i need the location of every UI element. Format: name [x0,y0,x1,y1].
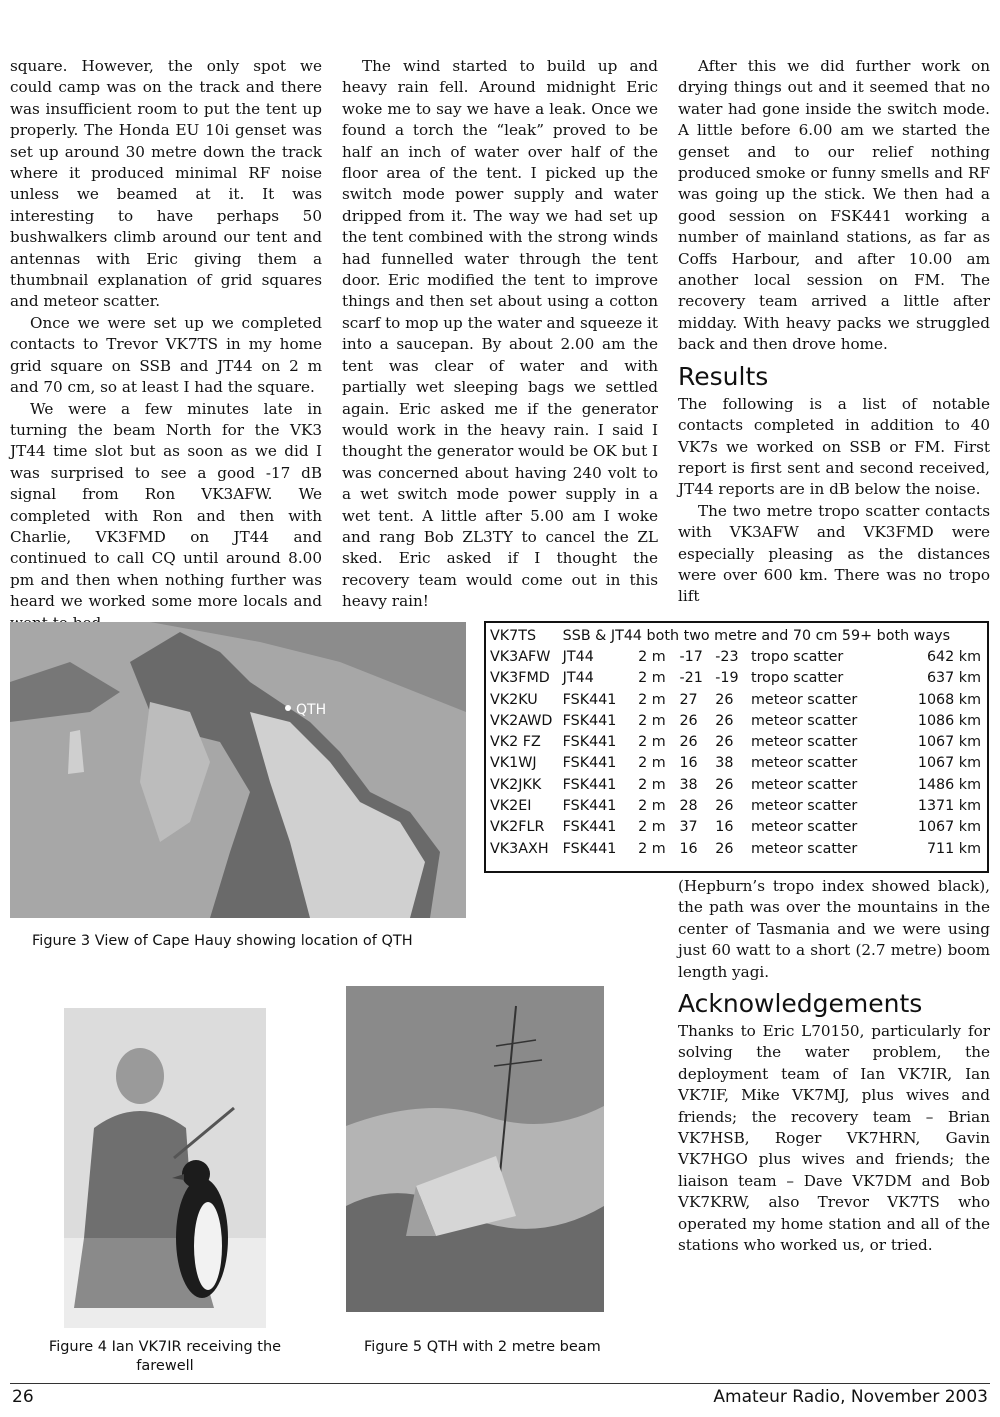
callsign-cell: VK2EI [490,798,532,815]
paragraph: Once we were set up we completed contacts to Trevor VK7TS in my home grid square on SSB and JT44 on 2 m and 70 cm, so at least I had the square. [10,313,322,397]
sent-report-cell: 38 [679,776,698,793]
received-report-cell: 16 [715,819,734,836]
paragraph: Thanks to Eric L70150, particularly for solving the water problem, the deployment team of Ian VK7IR, Ian VK7IF, Mike VK7MJ, plus wives and friends; the recovery team – Brian VK7HSB, Roger VK7HRN, Gavin VK7HGO plus wives and friends; the liaison team – Dave VK7DM and Bob VK7KRW, also Trevor VK7TS who operated my home station and all of the stations who worked us, or tried. [678,1022,990,1255]
article-column-1 [10,56,322,634]
sent-report-cell: 26 [679,734,698,751]
callsign-cell: VK3AFW [490,648,551,665]
distance-cell: 1067 km [917,819,981,836]
distance-cell: 1067 km [917,755,981,772]
table-row [486,795,987,816]
note-cell: SSB & JT44 both two metre and 70 cm 59+ both ways [562,627,951,644]
distance-cell: 1371 km [917,798,981,815]
mode-cell: FSK441 [562,691,617,708]
table-row [486,710,987,731]
propagation-cell: meteor scatter [751,776,858,793]
results-heading: Results [678,361,769,391]
paragraph: The wind started to build up and heavy rain fell. Around midnight Eric woke me to say we have a leak. Once we found a torch the “leak” proved to be half an inch of water over half of the floor area of the tent. I picked up the switch mode power supply and water dripped from it. The way we had set up the tent combined with the strong winds had funnelled water through the tent door. Eric modified the tent to improve things and then set about using a cotton scarf to mop up the water and squeeze it into a saucepan. By about 2.00 am the tent was clear of water and with partially wet sleeping bags we settled again. Eric asked me if the generator would work in the heavy rain. I said I thought the generator would be OK but I was concerned about having 240 volt to a wet switch mode power supply in a wet tent. A little after 5.00 am I woke and rang Bob ZL3TY to cancel the ZL sked. Eric asked if I thought the recovery team would come out in this heavy rain! [342,57,659,611]
footer-rule [10,1383,990,1384]
band-cell: 2 m [638,691,666,708]
received-report-cell: 26 [715,776,734,793]
mode-cell: JT44 [562,670,594,687]
paragraph: (Hepburn’s tropo index showed black), the path was over the mountains in the center of Tasmania and we were using just 60 watt to a short (2.7 metre) boom length yagi. [678,877,990,981]
cape-hauy-illustration [10,622,466,918]
article-column-3-continued [678,876,990,1257]
mode-cell: FSK441 [562,776,617,793]
propagation-cell: tropo scatter [751,648,844,665]
sent-report-cell: -17 [679,648,703,665]
paragraph: square. However, the only spot we could camp was on the track and there was insufficient room to put the tent up properly. The Honda EU 10i genset was set up around 30 metre down the track where it produced minimal RF noise unless we beamed at it. It was interesting to have perhaps 50 bushwalkers climb around our tent and antennas with Eric giving them a thumbnail explanation of grid squares and meteor scatter. [10,57,322,311]
table-row [486,668,987,689]
mode-cell: FSK441 [562,819,617,836]
article-column-3 [678,56,990,608]
propagation-cell: meteor scatter [751,734,858,751]
mode-cell: JT44 [562,648,594,665]
table-row [486,646,987,667]
cape-hauy-photo [10,622,466,918]
received-report-cell: -23 [715,648,739,665]
distance-cell: 1068 km [917,691,981,708]
mode-cell: FSK441 [562,798,617,815]
mode-cell: FSK441 [562,840,617,857]
qth-photo [346,986,604,1312]
table-row [486,817,987,838]
sent-report-cell: -21 [679,670,703,687]
distance-cell: 1067 km [917,734,981,751]
propagation-cell: meteor scatter [751,691,858,708]
distance-cell: 1086 km [917,712,981,729]
callsign-cell: VK3AXH [490,840,549,857]
received-report-cell: 26 [715,798,734,815]
callsign-cell: VK2KU [490,691,538,708]
band-cell: 2 m [638,734,666,751]
received-report-cell: 26 [715,691,734,708]
band-cell: 2 m [638,670,666,687]
propagation-cell: meteor scatter [751,712,858,729]
band-cell: 2 m [638,776,666,793]
sent-report-cell: 28 [679,798,698,815]
figure-3-caption: Figure 3 View of Cape Hauy showing location of QTH [32,933,413,949]
distance-cell: 1486 km [917,776,981,793]
qth-illustration [346,986,604,1312]
band-cell: 2 m [638,712,666,729]
table-row [486,689,987,710]
callsign-cell: VK2 FZ [490,734,541,751]
sent-report-cell: 27 [679,691,698,708]
sent-report-cell: 16 [679,840,698,857]
received-report-cell: 26 [715,734,734,751]
mode-cell: FSK441 [562,755,617,772]
paragraph: We were a few minutes late in turning the beam North for the VK3 JT44 time slot but as soon as we did I was surprised to see a good -17 dB signal from Ron VK3AFW. We completed with Ron and then with Charlie, VK3FMD on JT44 and continued to call CQ until around 8.00 pm and then when nothing further was heard we worked some more locals and [10,399,322,611]
contacts-table [484,621,989,873]
band-cell: 2 m [638,798,666,815]
propagation-cell: meteor scatter [751,819,858,836]
mode-cell: FSK441 [562,712,617,729]
acknowledgements-heading: Acknowledgements [678,989,923,1019]
propagation-cell: meteor scatter [751,755,858,772]
table-row [486,838,987,859]
band-cell: 2 m [638,648,666,665]
magazine-title: Amateur Radio, November 2003 [713,1387,988,1407]
article-column-2 [342,56,658,613]
band-cell: 2 m [638,755,666,772]
propagation-cell: tropo scatter [751,670,844,687]
propagation-cell: meteor scatter [751,840,858,857]
distance-cell: 642 km [926,648,981,665]
table-row [486,753,987,774]
figure-4-caption: Figure 4 Ian VK7IR receiving the farewell [48,1339,282,1374]
distance-cell: 711 km [926,840,981,857]
callsign-cell: VK7TS [490,627,537,644]
figure-5-caption: Figure 5 QTH with 2 metre beam [364,1339,601,1355]
callsign-cell: VK1WJ [490,755,537,772]
table-row [486,731,987,752]
paragraph: After this we did further work on drying things out and it seemed that no water had gone inside the switch mode. A little before 6.00 am we started the genset and to our relief nothing produced smoke or funny smells and RF was going up the stick. We then had a good session on FSK441 working a number of mainland stations, as far as Coffs Harbour, and after 10.00 am another local session on FM. The recovery team arrived a little after midday. With heavy packs we struggled back and then drove home. [678,57,990,354]
sent-report-cell: 37 [679,819,698,836]
callsign-cell: VK2JKK [490,776,542,793]
band-cell: 2 m [638,819,666,836]
callsign-cell: VK2AWD [490,712,553,729]
callsign-cell: VK3FMD [490,670,550,687]
band-cell: 2 m [638,840,666,857]
received-report-cell: 26 [715,840,734,857]
received-report-cell: 38 [715,755,734,772]
table-row [486,774,987,795]
sent-report-cell: 16 [679,755,698,772]
callsign-cell: VK2FLR [490,819,545,836]
propagation-cell: meteor scatter [751,798,858,815]
received-report-cell: -19 [715,670,739,687]
distance-cell: 637 km [926,670,981,687]
penguin-illustration [64,1008,266,1328]
page-number: 26 [12,1387,34,1407]
received-report-cell: 26 [715,712,734,729]
paragraph: The two metre tropo scatter contacts with VK3AFW and VK3FMD were especially pleasing as the distances were over 600 km. There was no tropo lift [678,501,990,606]
paragraph: The following is a list of notable contacts completed in addition to 40 VK7s we worked on SSB or FM. First report is first sent and second received, JT44 reports are in dB below the noise. [678,394,990,499]
penguin-photo [64,1008,266,1328]
mode-cell: FSK441 [562,734,617,751]
sent-report-cell: 26 [679,712,698,729]
qth-label: QTH [296,702,327,718]
table-row [486,625,987,646]
